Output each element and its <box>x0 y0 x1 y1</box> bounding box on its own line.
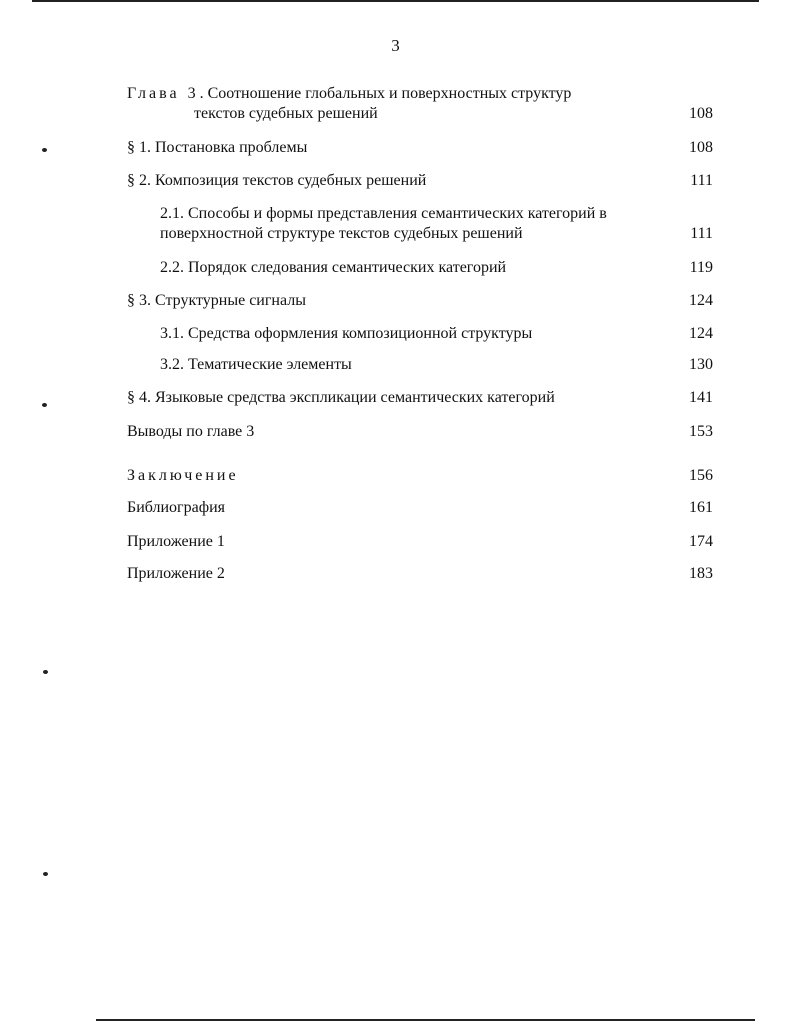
toc-page-number: 161 <box>689 499 713 516</box>
toc-page-number: 111 <box>690 172 713 189</box>
toc-page-number: 183 <box>689 565 713 582</box>
toc-entry-subsection-3-1[interactable]: 3.1. Средства оформления композиционной структуры 124 <box>160 325 713 342</box>
toc-page-number: 141 <box>689 389 713 406</box>
toc-page-number: 108 <box>689 105 713 122</box>
toc-entry-appendix-2[interactable]: Приложение 2 183 <box>127 565 713 582</box>
toc-entry-bibliography[interactable]: Библиография 161 <box>127 499 713 516</box>
toc-entry-conclusions-chapter-3[interactable]: Выводы по главе 3 153 <box>127 423 713 440</box>
toc-entry-section-2[interactable]: § 2. Композиция текстов судебных решений 111 <box>127 172 713 189</box>
toc-page-number: 156 <box>689 467 713 484</box>
toc-entry-section-3[interactable]: § 3. Структурные сигналы 124 <box>127 292 713 309</box>
toc-page-number: 130 <box>689 356 713 373</box>
toc-entry-section-4[interactable]: § 4. Языковые средства экспликации семантических категорий 141 <box>127 389 713 406</box>
toc-page-number: 153 <box>689 423 713 440</box>
toc-entry-appendix-1[interactable]: Приложение 1 174 <box>127 533 713 550</box>
toc-page-number: 174 <box>689 533 713 550</box>
toc-page-number: 119 <box>689 259 713 276</box>
toc-page-number: 124 <box>689 292 713 309</box>
scan-speck <box>42 148 47 152</box>
toc-entry-subsection-2-1[interactable]: 2.1. Способы и формы представления семантических категорий в поверхностной структуре текстов судебных решений 111 <box>160 205 713 242</box>
toc-page-number: 124 <box>689 325 713 342</box>
bottom-border-line <box>96 1019 755 1021</box>
toc-entry-section-1[interactable]: § 1. Постановка проблемы 108 <box>127 139 713 156</box>
toc-page-number: 111 <box>690 225 713 242</box>
toc-entry-conclusion[interactable]: Заключение 156 <box>127 467 713 484</box>
toc-page-number: 108 <box>689 139 713 156</box>
toc-entry-subsection-3-2[interactable]: 3.2. Тематические элементы 130 <box>160 356 713 373</box>
toc-entry-subsection-2-2[interactable]: 2.2. Порядок следования семантических категорий 119 <box>160 259 713 276</box>
page-number: 3 <box>391 36 400 55</box>
scan-speck <box>43 670 48 674</box>
top-border-line <box>32 0 759 2</box>
toc-chapter-3[interactable] <box>127 84 713 124</box>
scan-speck <box>42 403 47 407</box>
toc-chapter-title: Глава 3 . Соотношение глобальных и поверхностных структур текстов судебных решений <box>127 85 572 122</box>
scan-speck <box>43 872 48 876</box>
